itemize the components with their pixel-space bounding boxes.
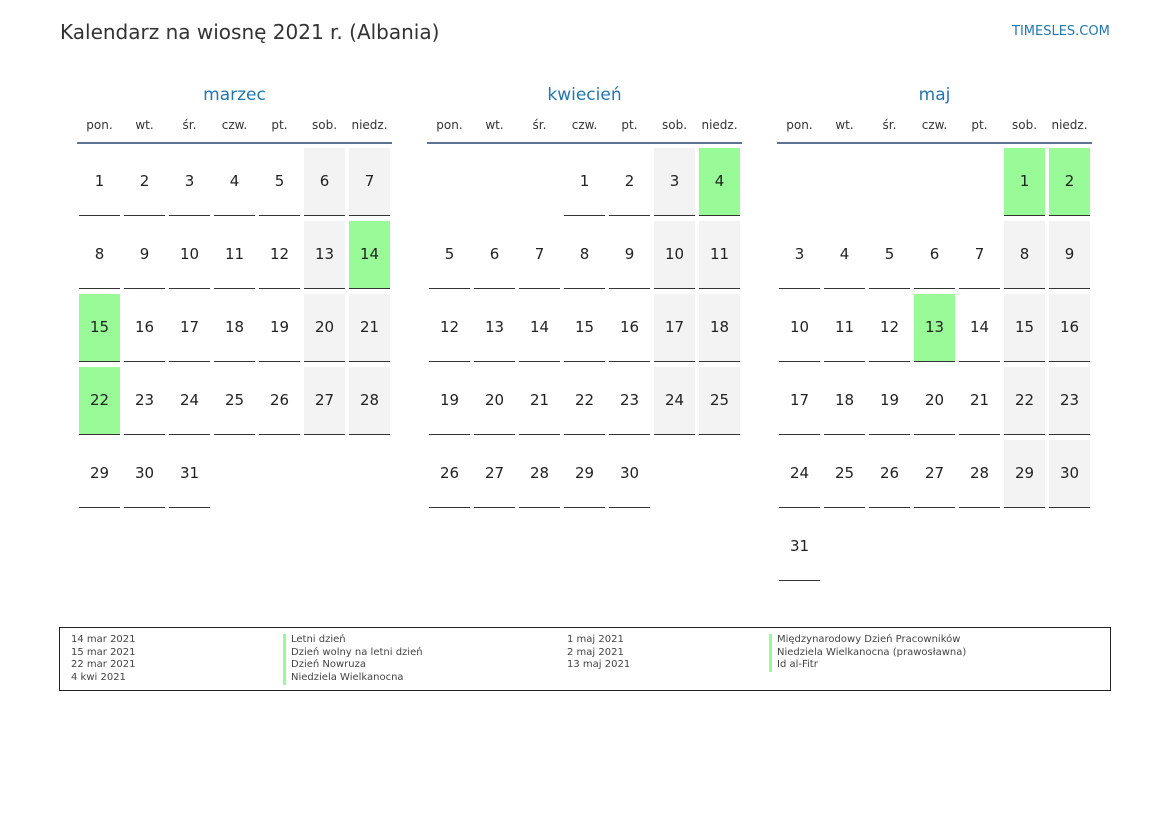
weekday-label: śr. [182, 118, 197, 132]
legend-date: 15 mar 2021 [71, 646, 136, 658]
day-number: 30 [619, 464, 640, 482]
day-cell [349, 221, 390, 289]
day-number: 14 [529, 318, 550, 336]
day-number: 9 [624, 245, 635, 263]
day-cell [1049, 440, 1090, 508]
day-cell [259, 221, 300, 289]
day-number: 1 [1019, 172, 1030, 190]
day-number: 4 [229, 172, 240, 190]
day-cell [1004, 148, 1045, 216]
day-cell [474, 294, 515, 362]
weekday-label: niedz. [701, 118, 738, 132]
week-row [427, 221, 742, 294]
empty-day-cell [519, 148, 560, 216]
day-number: 17 [179, 318, 200, 336]
weekday-label: pt. [971, 118, 988, 132]
day-number: 16 [134, 318, 155, 336]
month-march [77, 84, 392, 513]
day-cell [124, 440, 165, 508]
day-number: 13 [924, 318, 945, 336]
weekday-label: sob. [1011, 118, 1038, 132]
day-cell [519, 367, 560, 435]
weekday-label: pon. [86, 118, 113, 132]
day-cell [124, 221, 165, 289]
legend-holiday-name: Id al-Fitr [769, 659, 966, 672]
day-cell [869, 294, 910, 362]
weekday-label: czw. [221, 118, 248, 132]
day-number: 22 [574, 391, 595, 409]
empty-day-cell [1004, 513, 1045, 581]
day-number: 28 [529, 464, 550, 482]
day-cell [699, 367, 740, 435]
day-number: 21 [359, 318, 380, 336]
day-number: 20 [924, 391, 945, 409]
day-number: 23 [1059, 391, 1080, 409]
day-cell [654, 221, 695, 289]
day-cell [169, 148, 210, 216]
weekday-label: pon. [436, 118, 463, 132]
day-number: 7 [364, 172, 375, 190]
day-number: 31 [179, 464, 200, 482]
day-number: 5 [884, 245, 895, 263]
day-cell [349, 148, 390, 216]
day-number: 23 [619, 391, 640, 409]
legend-holiday-name: Letni dzień [283, 634, 423, 647]
day-number: 10 [179, 245, 200, 263]
empty-day-cell [259, 440, 300, 508]
day-cell [609, 148, 650, 216]
day-number: 18 [834, 391, 855, 409]
empty-day-cell [824, 148, 865, 216]
brand-link[interactable]: TIMESLES.COM [1012, 24, 1110, 39]
day-number: 12 [439, 318, 460, 336]
day-cell [79, 440, 120, 508]
weekday-label: czw. [571, 118, 598, 132]
week-row [77, 294, 392, 367]
weekday-divider [777, 142, 1092, 144]
legend-date: 2 maj 2021 [567, 646, 624, 658]
day-cell [1049, 148, 1090, 216]
day-cell [124, 148, 165, 216]
day-cell [304, 367, 345, 435]
weekday-label: pt. [271, 118, 288, 132]
day-number: 11 [709, 245, 730, 263]
day-number: 11 [224, 245, 245, 263]
legend-holiday-name: Niedziela Wielkanocna [283, 672, 423, 685]
day-number: 3 [794, 245, 805, 263]
empty-day-cell [349, 440, 390, 508]
day-cell [914, 440, 955, 508]
empty-day-cell [959, 148, 1000, 216]
day-number: 2 [624, 172, 635, 190]
month-may [777, 84, 1092, 586]
day-number: 19 [269, 318, 290, 336]
day-number: 26 [879, 464, 900, 482]
day-number: 26 [269, 391, 290, 409]
empty-day-cell [429, 148, 470, 216]
empty-day-cell [304, 440, 345, 508]
day-number: 15 [1014, 318, 1035, 336]
day-number: 22 [89, 391, 110, 409]
day-cell [699, 148, 740, 216]
day-cell [304, 148, 345, 216]
day-number: 27 [314, 391, 335, 409]
day-number: 24 [789, 464, 810, 482]
day-number: 6 [489, 245, 500, 263]
month-april [427, 84, 742, 513]
weekday-label: śr. [532, 118, 547, 132]
day-cell [699, 221, 740, 289]
day-number: 17 [664, 318, 685, 336]
day-number: 1 [94, 172, 105, 190]
weekday-divider [77, 142, 392, 144]
day-number: 30 [134, 464, 155, 482]
day-cell [304, 221, 345, 289]
day-cell [564, 221, 605, 289]
day-cell [124, 294, 165, 362]
page-title: Kalendarz na wiosnę 2021 r. (Albania) [60, 20, 440, 44]
day-cell [654, 294, 695, 362]
weekday-header [77, 116, 392, 138]
day-number: 27 [924, 464, 945, 482]
day-number: 25 [224, 391, 245, 409]
legend-date: 13 maj 2021 [567, 659, 631, 671]
legend-date: 4 kwi 2021 [71, 672, 126, 684]
day-number: 9 [1064, 245, 1075, 263]
empty-day-cell [824, 513, 865, 581]
day-cell [349, 367, 390, 435]
weekday-label: pt. [621, 118, 638, 132]
empty-day-cell [1049, 513, 1090, 581]
day-number: 28 [969, 464, 990, 482]
day-cell [429, 440, 470, 508]
day-cell [824, 294, 865, 362]
day-cell [869, 440, 910, 508]
week-row [427, 440, 742, 513]
empty-day-cell [914, 513, 955, 581]
day-number: 4 [714, 172, 725, 190]
legend-date: 1 maj 2021 [567, 634, 624, 645]
empty-day-cell [474, 148, 515, 216]
week-row [77, 440, 392, 513]
day-number: 9 [139, 245, 150, 263]
day-number: 18 [224, 318, 245, 336]
day-number: 23 [134, 391, 155, 409]
legend-holiday-name: Dzień wolny na letni dzień [283, 647, 423, 660]
week-row [427, 294, 742, 367]
weekday-label: wt. [485, 118, 504, 132]
day-cell [79, 148, 120, 216]
day-number: 8 [1019, 245, 1030, 263]
day-cell [824, 440, 865, 508]
month-grid [777, 148, 1092, 586]
day-cell [474, 221, 515, 289]
day-number: 10 [664, 245, 685, 263]
day-number: 31 [789, 537, 810, 555]
legend-holiday-name: Niedziela Wielkanocna (prawosławna) [769, 647, 966, 660]
day-cell [959, 294, 1000, 362]
day-cell [699, 294, 740, 362]
weekday-label: sob. [661, 118, 688, 132]
day-cell [869, 221, 910, 289]
day-number: 30 [1059, 464, 1080, 482]
day-cell [564, 367, 605, 435]
day-number: 16 [1059, 318, 1080, 336]
empty-day-cell [959, 513, 1000, 581]
weekday-label: śr. [882, 118, 897, 132]
month-grid [77, 148, 392, 513]
legend-date: 22 mar 2021 [71, 659, 136, 671]
legend-holiday-name: Międzynarodowy Dzień Pracowników [769, 634, 966, 647]
day-cell [609, 221, 650, 289]
day-number: 1 [579, 172, 590, 190]
month-grid [427, 148, 742, 513]
weekday-label: wt. [835, 118, 854, 132]
day-number: 17 [789, 391, 810, 409]
day-cell [564, 148, 605, 216]
day-cell [1004, 294, 1045, 362]
week-row [777, 513, 1092, 586]
day-number: 28 [359, 391, 380, 409]
day-cell [79, 294, 120, 362]
day-cell [169, 367, 210, 435]
day-number: 6 [929, 245, 940, 263]
day-number: 5 [274, 172, 285, 190]
day-number: 15 [89, 318, 110, 336]
day-number: 6 [319, 172, 330, 190]
day-cell [519, 294, 560, 362]
day-cell [214, 148, 255, 216]
day-number: 7 [534, 245, 545, 263]
day-cell [654, 367, 695, 435]
day-cell [1004, 221, 1045, 289]
day-number: 12 [879, 318, 900, 336]
legend-names-right [769, 634, 966, 672]
weekday-header [777, 116, 1092, 138]
weekday-label: pon. [786, 118, 813, 132]
day-number: 11 [834, 318, 855, 336]
day-number: 21 [969, 391, 990, 409]
day-number: 12 [269, 245, 290, 263]
day-number: 29 [1014, 464, 1035, 482]
day-cell [869, 367, 910, 435]
day-cell [259, 294, 300, 362]
day-number: 5 [444, 245, 455, 263]
empty-day-cell [654, 440, 695, 508]
day-cell [169, 221, 210, 289]
day-cell [609, 367, 650, 435]
day-cell [779, 440, 820, 508]
day-cell [609, 294, 650, 362]
day-number: 8 [94, 245, 105, 263]
month-title: kwiecień [547, 85, 622, 105]
day-cell [564, 294, 605, 362]
day-number: 7 [974, 245, 985, 263]
day-number: 2 [1064, 172, 1075, 190]
legend-dates-left [71, 634, 136, 685]
day-number: 27 [484, 464, 505, 482]
day-cell [79, 367, 120, 435]
weekday-divider [427, 142, 742, 144]
day-cell [169, 294, 210, 362]
week-row [777, 440, 1092, 513]
day-cell [564, 440, 605, 508]
day-cell [304, 294, 345, 362]
day-number: 24 [179, 391, 200, 409]
day-number: 14 [969, 318, 990, 336]
day-cell [79, 221, 120, 289]
day-cell [914, 367, 955, 435]
day-cell [259, 367, 300, 435]
day-cell [1004, 440, 1045, 508]
day-cell [519, 440, 560, 508]
week-row [777, 294, 1092, 367]
day-cell [429, 367, 470, 435]
week-row [777, 367, 1092, 440]
empty-day-cell [214, 440, 255, 508]
day-cell [779, 367, 820, 435]
day-cell [169, 440, 210, 508]
day-number: 2 [139, 172, 150, 190]
day-number: 3 [184, 172, 195, 190]
day-cell [779, 513, 820, 581]
day-number: 22 [1014, 391, 1035, 409]
month-title: marzec [203, 85, 266, 105]
day-cell [959, 440, 1000, 508]
day-cell [654, 148, 695, 216]
day-cell [959, 367, 1000, 435]
day-cell [1049, 294, 1090, 362]
day-number: 20 [314, 318, 335, 336]
day-cell [519, 221, 560, 289]
day-cell [824, 221, 865, 289]
day-cell [429, 221, 470, 289]
day-number: 16 [619, 318, 640, 336]
day-number: 8 [579, 245, 590, 263]
empty-day-cell [779, 148, 820, 216]
week-row [77, 148, 392, 221]
day-cell [959, 221, 1000, 289]
day-number: 21 [529, 391, 550, 409]
holiday-legend [59, 627, 1111, 691]
week-row [777, 148, 1092, 221]
day-cell [349, 294, 390, 362]
day-cell [1049, 367, 1090, 435]
day-cell [1049, 221, 1090, 289]
day-number: 19 [879, 391, 900, 409]
week-row [77, 221, 392, 294]
day-cell [429, 294, 470, 362]
legend-dates-right [567, 634, 630, 672]
day-number: 13 [314, 245, 335, 263]
day-cell [779, 221, 820, 289]
day-number: 3 [669, 172, 680, 190]
day-cell [214, 367, 255, 435]
day-number: 24 [664, 391, 685, 409]
day-number: 14 [359, 245, 380, 263]
empty-day-cell [914, 148, 955, 216]
week-row [427, 367, 742, 440]
day-number: 4 [839, 245, 850, 263]
week-row [777, 221, 1092, 294]
weekday-label: sob. [311, 118, 338, 132]
day-cell [124, 367, 165, 435]
month-title: maj [918, 85, 951, 105]
day-number: 20 [484, 391, 505, 409]
day-cell [259, 148, 300, 216]
day-number: 29 [89, 464, 110, 482]
day-cell [914, 221, 955, 289]
day-number: 19 [439, 391, 460, 409]
day-cell [779, 294, 820, 362]
week-row [77, 367, 392, 440]
weekday-label: niedz. [351, 118, 388, 132]
day-cell [214, 294, 255, 362]
legend-date: 14 mar 2021 [71, 634, 136, 645]
day-cell [474, 440, 515, 508]
week-row [427, 148, 742, 221]
weekday-label: czw. [921, 118, 948, 132]
day-cell [214, 221, 255, 289]
legend-holiday-name: Dzień Nowruza [283, 659, 423, 672]
day-number: 15 [574, 318, 595, 336]
empty-day-cell [699, 440, 740, 508]
day-number: 25 [834, 464, 855, 482]
day-number: 13 [484, 318, 505, 336]
day-cell [824, 367, 865, 435]
day-number: 26 [439, 464, 460, 482]
legend-names-left [283, 634, 423, 685]
day-number: 25 [709, 391, 730, 409]
day-cell [914, 294, 955, 362]
day-cell [474, 367, 515, 435]
empty-day-cell [869, 148, 910, 216]
empty-day-cell [869, 513, 910, 581]
day-number: 29 [574, 464, 595, 482]
day-cell [609, 440, 650, 508]
weekday-header [427, 116, 742, 138]
weekday-label: wt. [135, 118, 154, 132]
weekday-label: niedz. [1051, 118, 1088, 132]
day-number: 10 [789, 318, 810, 336]
day-number: 18 [709, 318, 730, 336]
day-cell [1004, 367, 1045, 435]
